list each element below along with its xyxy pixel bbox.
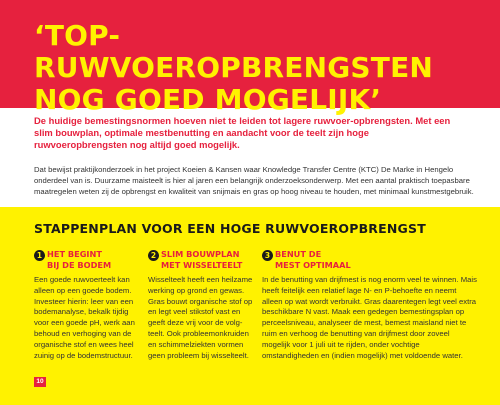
step-3-header [262,249,477,273]
page-number: 10 [34,377,46,387]
step-2-number-badge: 2 [148,250,159,261]
step-1-title-line-1: HET BEGINT [47,249,102,259]
step-1-text: Een goede ruwvoerteelt kan alleen op een goede bodem. Investeer hierin: leer van een bodemanalyse, bekalk tijdig voor een goede pH, werk aan behoud en verhoging van de organische stof en wees heel zuinig op de bodemstructuur. [34,275,135,360]
step-2 [148,249,258,361]
page-title-line-1: ‘TOP-RUWVOEROPBRENGSTEN [34,19,434,84]
step-1-title-line-2: BIJ DE BODEM [47,259,112,270]
step-2-title-line-1: SLIM BOUWPLAN [161,249,240,259]
step-2-header [148,249,258,273]
body-paragraph: Dat bewijst praktijkonderzoek in het project Koeien & Kansen waar Knowledge Transfer Centre (KTC) De Marke in Hengelo onderdeel van is. Duurzame maisteelt is hier al jaren een belangrijk onderzoeksonderwerp. Met een aantal praktisch toepasbare maatregelen weten zij de opbrengst en kwaliteit van snijmais en gras op hoog niveau te houden, met minimaal kunstmestgebruik. [34,165,474,196]
step-2-title-line-2: MET WISSELTEELT [161,259,243,270]
step-3-text: In de benutting van drijfmest is nog enorm veel te winnen. Mais heeft feitelijk een relatief lage N- en P-behoefte en neemt alleen op wat wordt verbruikt. Gras daarentegen legt veel extra beschikbare N vast. Maak een gedegen bemestingsplan op perceelsniveau, analyseer de mest, bemest maisland niet te ruim en verhoog de benutting van drijfmest door zoveel mogelijk voor 1 juli uit te rijden, onder vochtige omstandigheden en (indien mogelijk) met voldoende water. [262,275,477,360]
hero-banner [0,0,500,116]
steps-heading: STAPPENPLAN VOOR EEN HOGE RUWVOEROPBRENGST [34,221,426,236]
step-3-title-line-2: MEST OPTIMAAL [275,259,351,270]
step-2-text: Wisselteelt heeft een heilzame werking op grond en gewas. Gras bouwt organische stof op en legt veel stikstof vast en geeft deze vrij voor de volg-teelt. Ook probleemonkruiden en schimmelziekten vormen geen probleem bij wisselteelt. [148,275,253,360]
step-3-title-line-1: BENUT DE [275,249,322,259]
step-1 [34,249,138,361]
step-1-header [34,249,138,273]
step-1-number-badge: 1 [34,250,45,261]
page-title [34,20,494,116]
steps-panel [0,207,500,405]
intro-paragraph: De huidige bemestingsnormen hoeven niet te leiden tot lagere ruwvoer-opbrengsten. Met een slim bouwplan, optimale mestbenutting en aandacht voor de teelt zijn hoge ruwvoeropbrengsten nog altijd goed mogelijk. [34,115,451,151]
page-title-line-2: NOG GOED MOGELIJK’ [34,83,382,116]
step-3-number-badge: 3 [262,250,273,261]
step-3 [262,249,477,361]
